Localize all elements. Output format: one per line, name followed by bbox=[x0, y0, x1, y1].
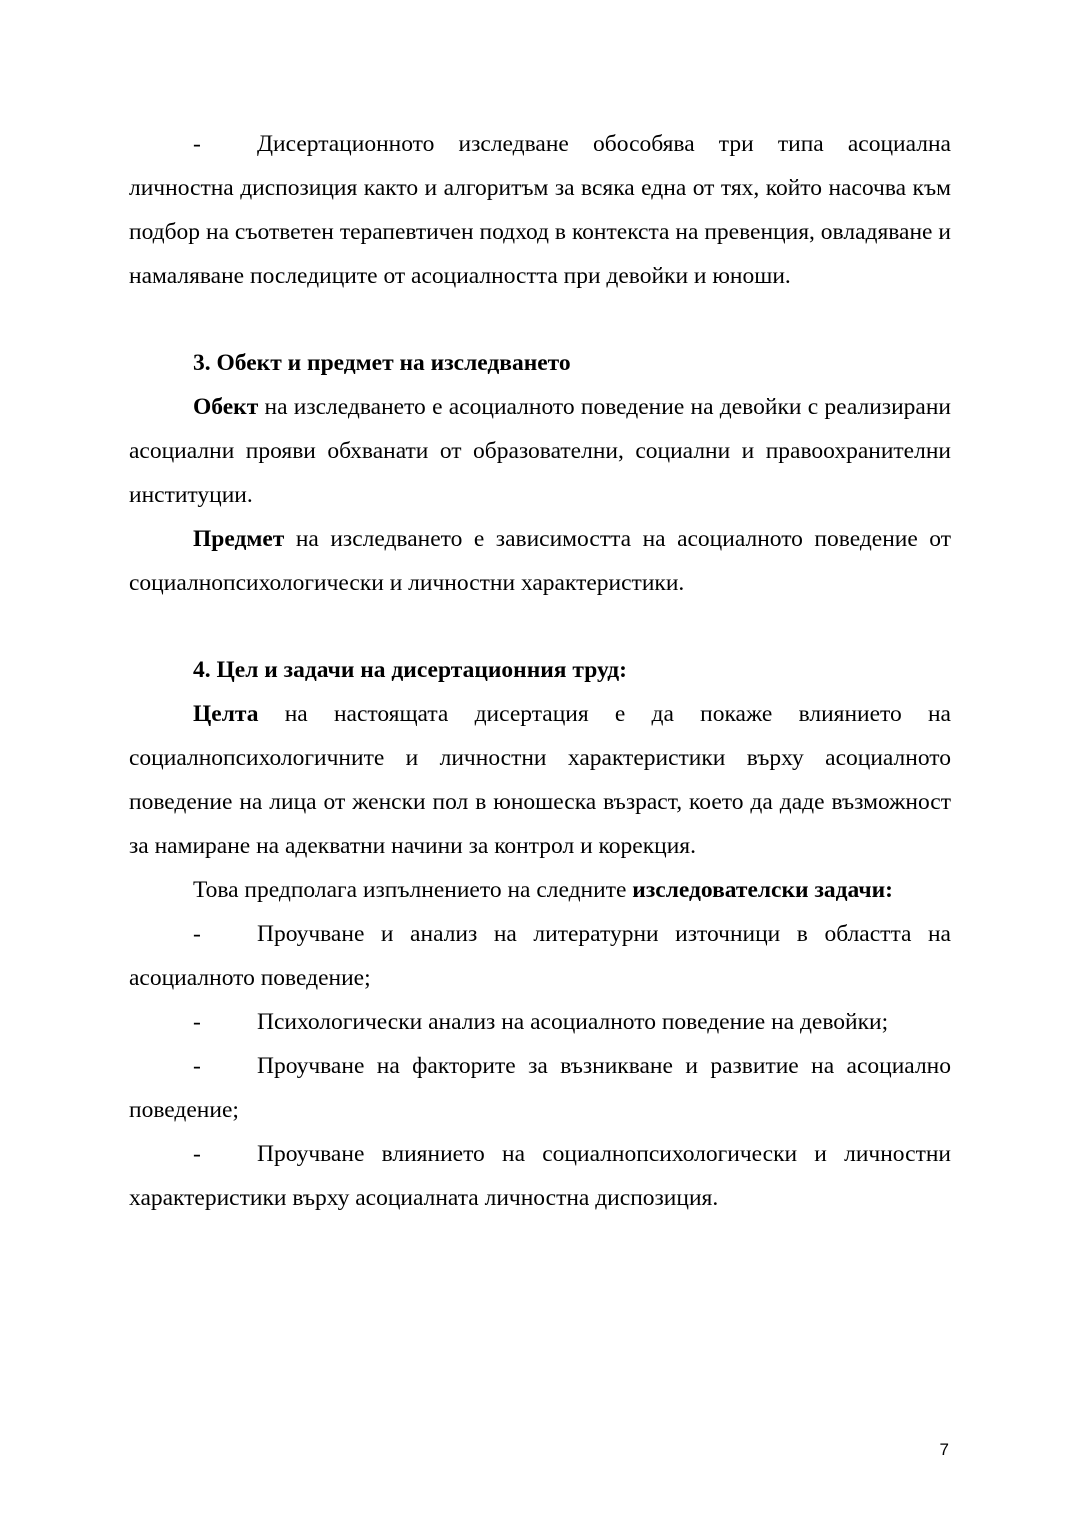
bullet-dash: - bbox=[193, 1141, 201, 1167]
task-text: Проучване влиянието на социалнопсихологически и личностни характеристики върху асоциалната личностна диспозиция. bbox=[129, 1141, 951, 1211]
subject-term: Предмет bbox=[193, 526, 285, 552]
goal-paragraph bbox=[129, 692, 951, 868]
tasks-intro-paragraph bbox=[129, 868, 951, 912]
task-item bbox=[129, 912, 951, 1000]
subject-paragraph bbox=[129, 517, 951, 605]
tasks-term: изследователски задачи: bbox=[632, 877, 893, 903]
section-gap bbox=[129, 605, 951, 648]
bullet-dash: - bbox=[193, 1009, 201, 1035]
section-gap bbox=[129, 298, 951, 341]
bullet-text: Дисертационното изследване обособява три типа асоциална личностна диспозиция както и алгоритъм за всяка една от тях, който насочва към подбор на съответен терапевтичен подход в контекста на превенция, овладяване и намаляване последиците от асоциалността при девойки и юноши. bbox=[129, 131, 951, 289]
tasks-intro-text: Това предполага изпълнението на следните bbox=[193, 877, 633, 903]
page-number: 7 bbox=[939, 1440, 949, 1459]
section-3-heading: 3. Обект и предмет на изследването bbox=[193, 350, 571, 376]
document-page bbox=[129, 122, 951, 1220]
task-text: Проучване на факторите за възникване и развитие на асоциално поведение; bbox=[129, 1053, 951, 1123]
bullet-item-typology bbox=[129, 122, 951, 298]
task-item bbox=[129, 1132, 951, 1220]
task-item bbox=[129, 1044, 951, 1132]
task-text: Проучване и анализ на литературни източници в областта на асоциалното поведение; bbox=[129, 921, 951, 991]
object-paragraph bbox=[129, 385, 951, 517]
goal-term: Целта bbox=[193, 701, 259, 727]
object-term: Обект bbox=[193, 394, 259, 420]
bullet-dash: - bbox=[193, 1053, 201, 1079]
task-text: Психологически анализ на асоциалното поведение на девойки; bbox=[257, 1009, 889, 1035]
subject-text: на изследването е зависимостта на асоциалното поведение от социалнопсихологически и личностни характеристики. bbox=[129, 526, 951, 596]
bullet-dash: - bbox=[193, 131, 201, 157]
goal-text: на настоящата дисертация е да покаже влиянието на социалнопсихологичните и личностни характеристики върху асоциалното поведение на лица от женски пол в юношеска възраст, което да даде възможност за намиране на адекватни начини за контрол и корекция. bbox=[129, 701, 951, 859]
object-text: на изследването е асоциалното поведение на девойки с реализирани асоциални прояви обхванати от образователни, социални и правоохранителни институции. bbox=[129, 394, 951, 508]
section-4-heading: 4. Цел и задачи на дисертационния труд: bbox=[193, 657, 627, 683]
bullet-dash: - bbox=[193, 921, 201, 947]
task-item bbox=[129, 1000, 951, 1044]
